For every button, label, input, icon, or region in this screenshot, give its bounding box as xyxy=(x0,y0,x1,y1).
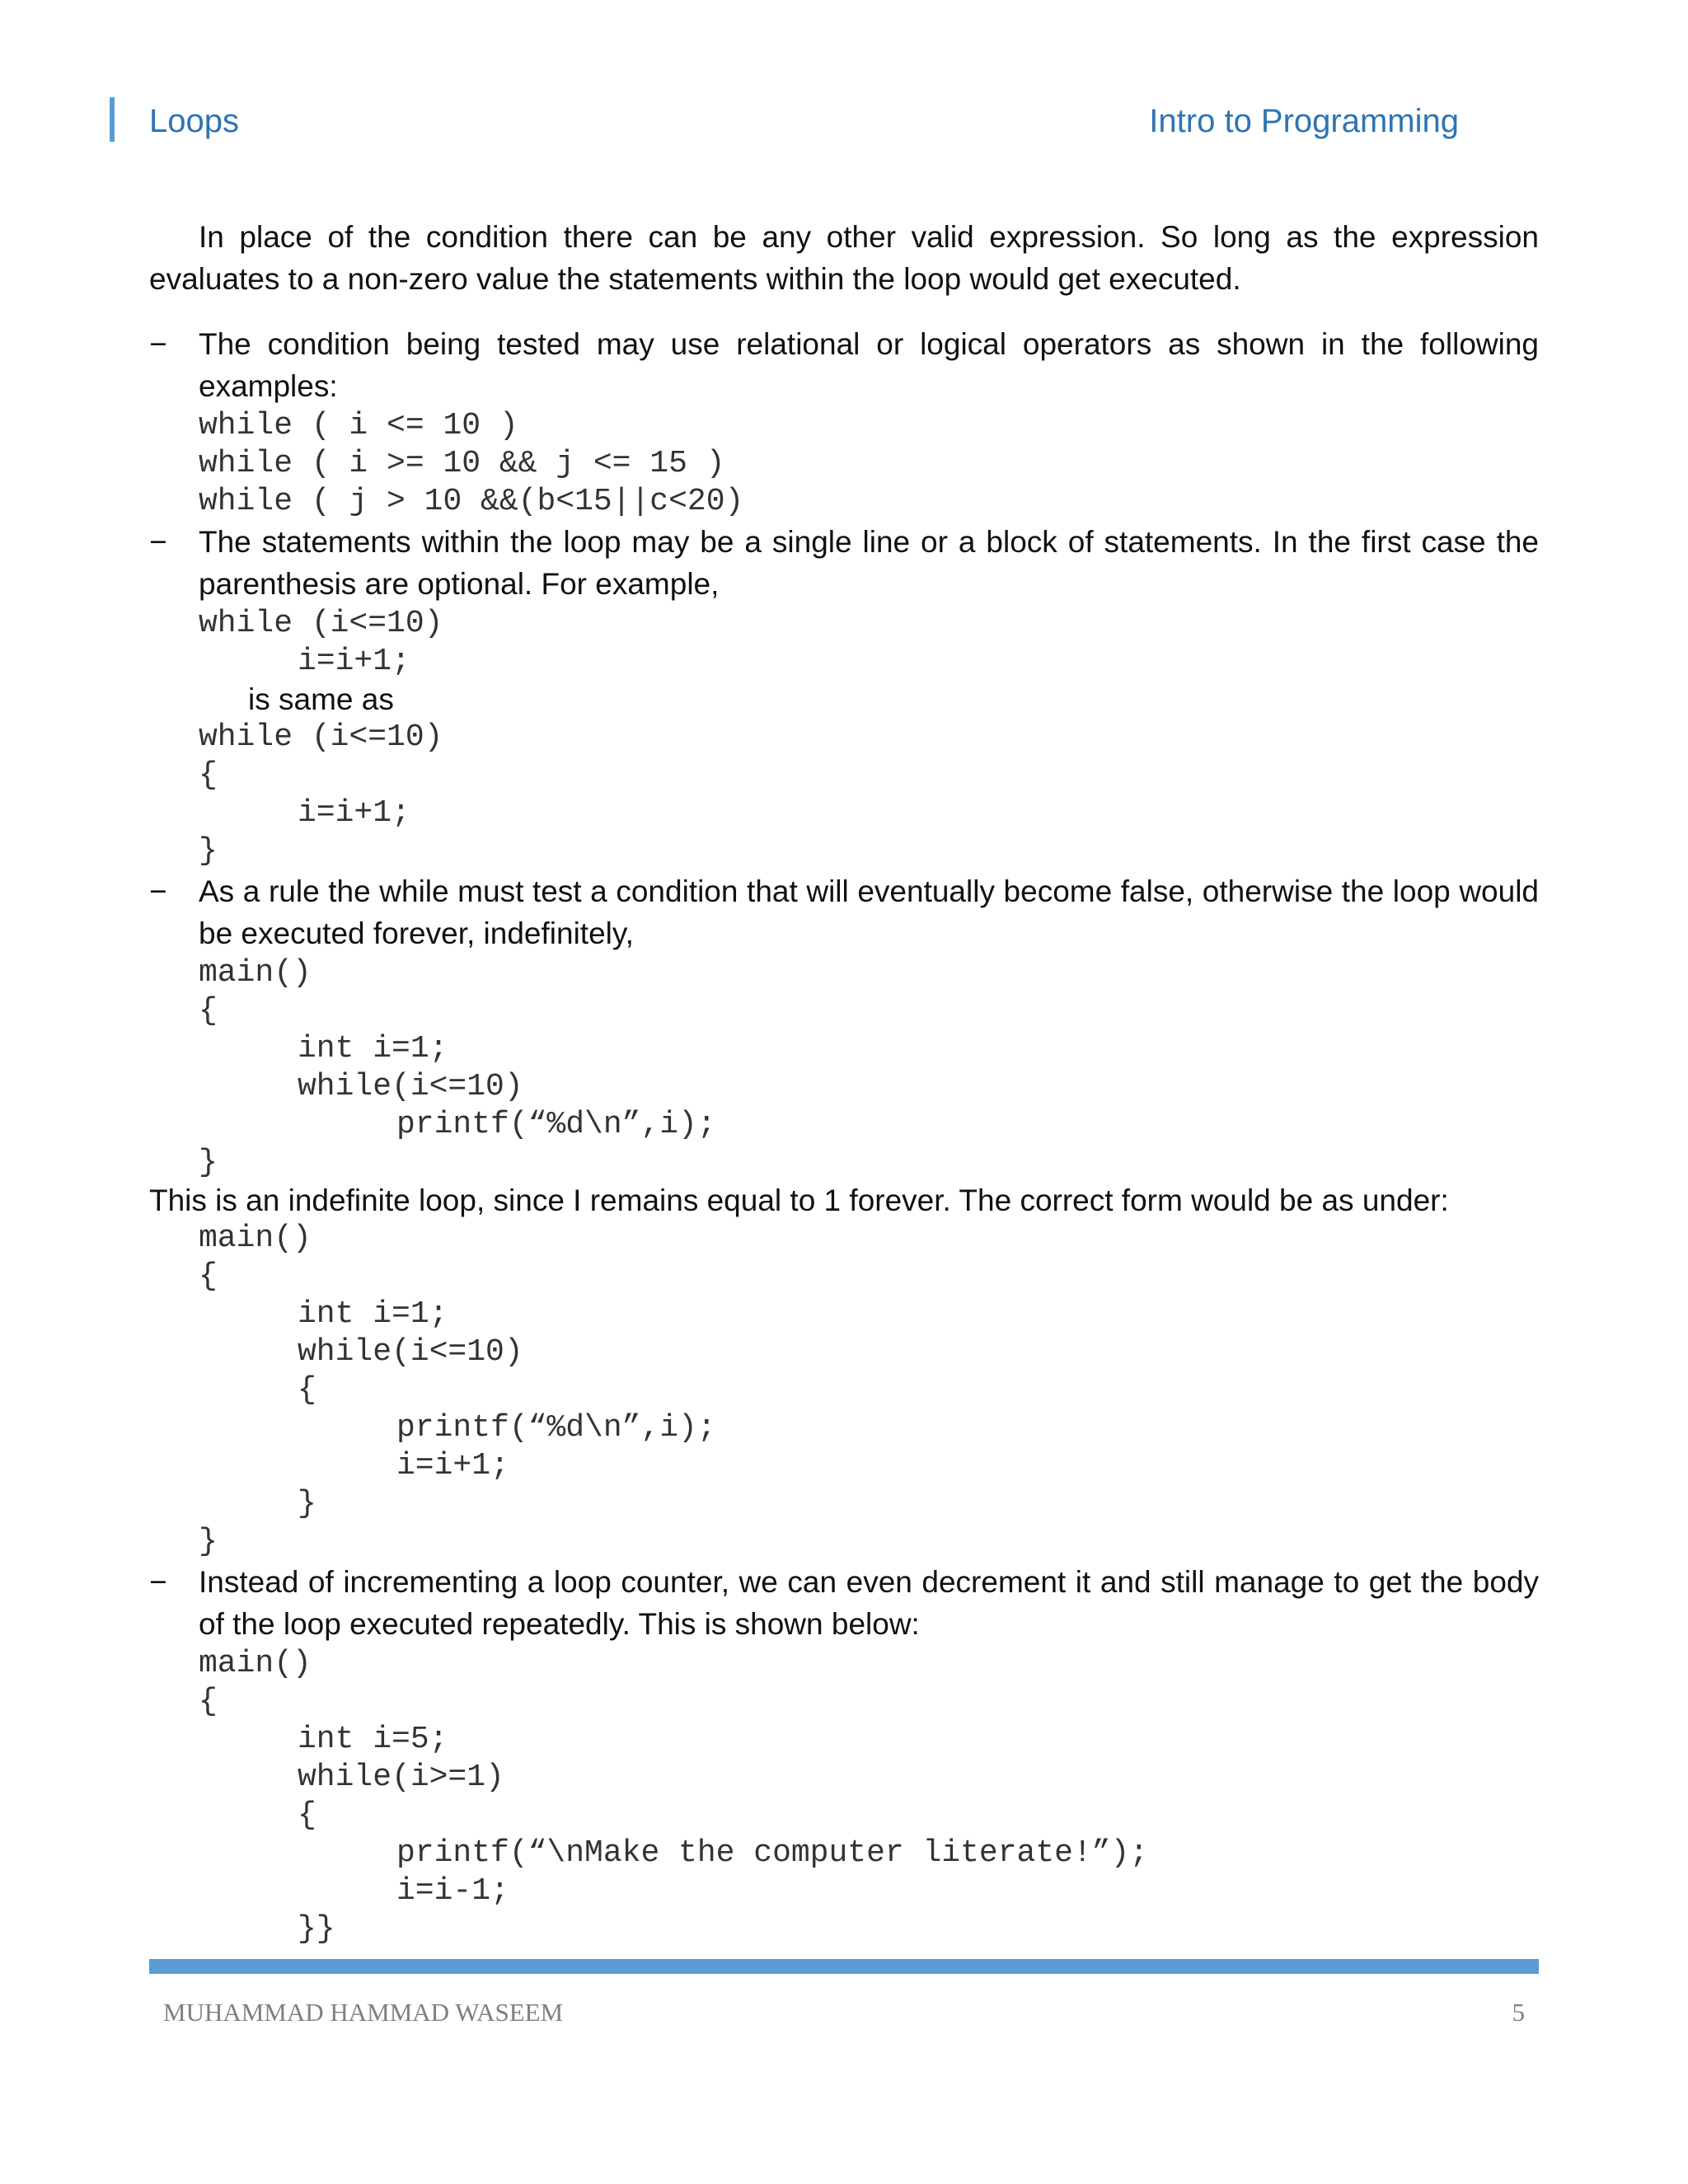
code-line: } xyxy=(199,1145,218,1180)
bullet-1-text: The condition being tested may use relational or logical operators as shown in the following examples: xyxy=(199,327,1539,403)
code-line: while(i<=10) xyxy=(298,1334,523,1370)
code-line: { xyxy=(199,993,218,1029)
bullet-2-text: The statements within the loop may be a single line or a block of statements. In the first case the parenthesis are optional. For example, xyxy=(199,525,1539,601)
code-line: }} xyxy=(298,1911,335,1947)
code-line: while (i<=10) xyxy=(199,606,443,641)
code-line: { xyxy=(298,1797,316,1833)
code-line: printf(“%d\n”,i); xyxy=(396,1410,716,1446)
code-line: while ( j > 10 &&(b<15||c<20) xyxy=(199,484,744,519)
bullet-text xyxy=(149,870,1539,954)
code-line: while(i>=1) xyxy=(298,1760,504,1795)
code-line: main() xyxy=(199,955,312,991)
bullet-2 xyxy=(149,521,1539,870)
indefinite-loop-note: This is an indefinite loop, since I remains equal to 1 forever. The correct form would be as under: xyxy=(149,1183,1449,1217)
code-line: int i=1; xyxy=(298,1296,448,1332)
bullet-dash: − xyxy=(149,1565,167,1599)
bullet-4 xyxy=(149,1561,1539,1948)
code-line: } xyxy=(199,1524,218,1559)
code-line: i=i+1; xyxy=(396,1448,509,1483)
bullet-dash: − xyxy=(149,327,167,361)
code-line: while(i<=10) xyxy=(298,1069,523,1104)
bullet-4-text: Instead of incrementing a loop counter, we can even decrement it and still manage to get the body of the loop executed repeatedly. This is shown below: xyxy=(199,1565,1539,1641)
code-line: { xyxy=(199,1258,218,1294)
code-line: { xyxy=(199,757,218,793)
code-line: printf(“\nMake the computer literate!”); xyxy=(396,1835,1149,1871)
correct-code-block xyxy=(149,1220,1539,1561)
bullet-3 xyxy=(149,870,1539,1182)
page-number: 5 xyxy=(1512,1998,1525,2027)
code-line: i=i-1; xyxy=(396,1873,509,1909)
code-line: while ( i >= 10 && j <= 15 ) xyxy=(199,446,725,481)
page-body xyxy=(149,216,1539,1948)
header-accent-bar xyxy=(110,97,115,142)
code-line: printf(“%d\n”,i); xyxy=(396,1107,716,1142)
code-line: while ( i <= 10 ) xyxy=(199,408,518,443)
bullet-dash: − xyxy=(149,874,167,908)
code-line: while (i<=10) xyxy=(199,719,443,755)
header-course-title: Intro to Programming xyxy=(1149,103,1459,139)
bullet-dash: − xyxy=(149,525,167,559)
intro-paragraph: In place of the condition there can be any other valid expression. So long as the expression evaluates to a non-zero value the statements within the loop would get executed. xyxy=(149,220,1539,296)
code-line: int i=5; xyxy=(298,1722,448,1757)
code-line: main() xyxy=(199,1221,312,1256)
bullet-1 xyxy=(149,323,1539,521)
bullet-text xyxy=(149,521,1539,605)
bullet-text xyxy=(149,1561,1539,1645)
code-line: main() xyxy=(199,1646,312,1681)
bullet-text xyxy=(149,323,1539,407)
code-line: i=i+1; xyxy=(298,795,410,831)
footer-rule xyxy=(149,1959,1539,1974)
bullet-3-text: As a rule the while must test a condition that will eventually become false, otherwise the loop would be executed forever, indefinitely, xyxy=(199,874,1539,950)
code-line: i=i+1; xyxy=(298,644,410,679)
code-line: } xyxy=(298,1486,316,1521)
code-line: } xyxy=(199,833,218,869)
footer-author: MUHAMMAD HAMMAD WASEEM xyxy=(163,1998,564,2027)
code-line: { xyxy=(298,1372,316,1408)
code-line: int i=1; xyxy=(298,1031,448,1066)
is-same-as-text: is same as xyxy=(248,682,394,716)
code-line: { xyxy=(199,1684,218,1719)
header-chapter-title: Loops xyxy=(149,103,239,139)
